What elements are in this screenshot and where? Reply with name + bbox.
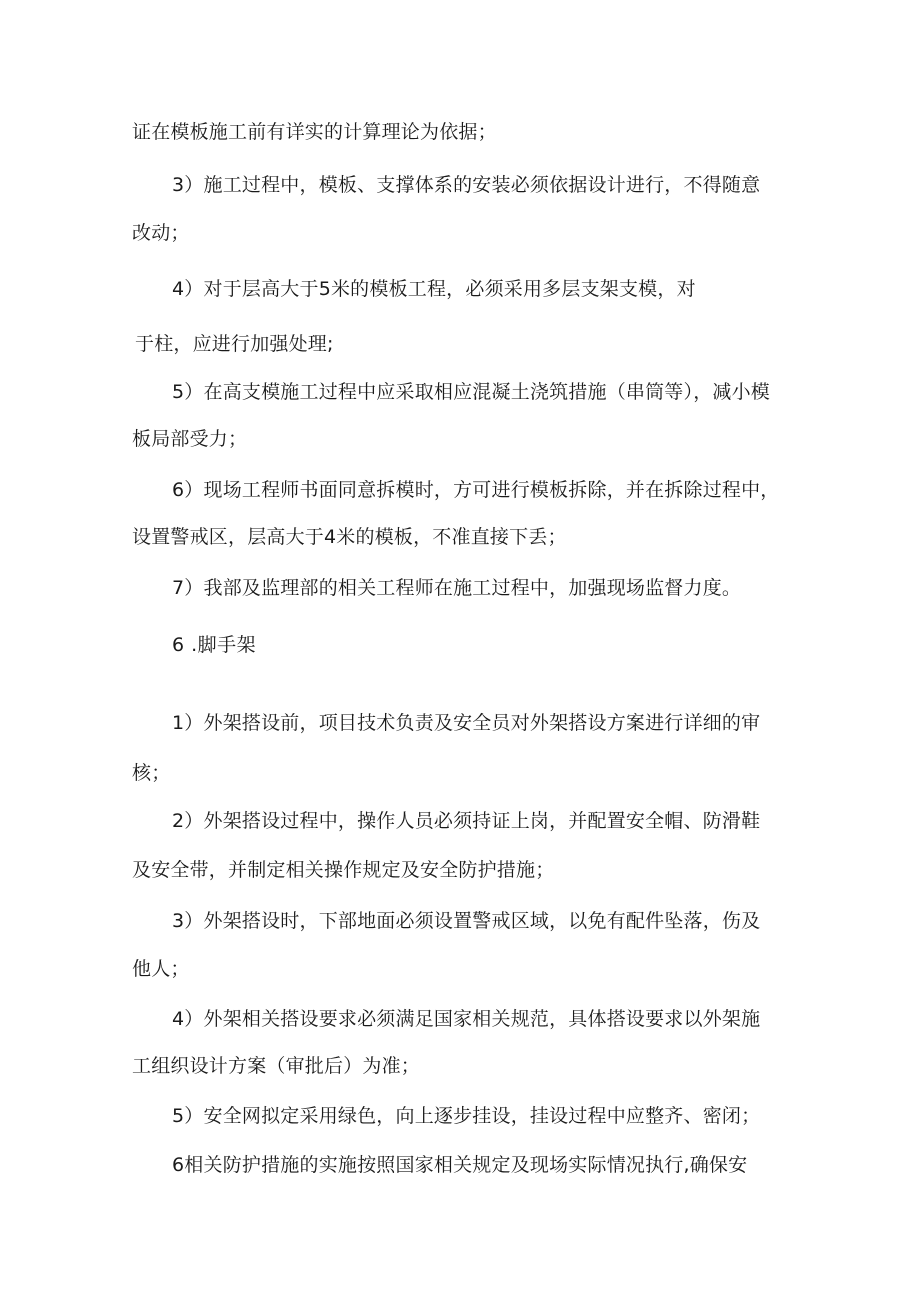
text-line-item-3-cont: 改动；	[132, 222, 190, 244]
text-line-formwork-basis: 证在模板施工前有详实的计算理论为依据；	[132, 121, 497, 143]
text-line-scaffold-item-3-cont: 他人；	[132, 958, 190, 980]
text-line-item-5: 5）在高支模施工过程中应采取相应混凝土浇筑措施（串筒等），减小模	[172, 381, 770, 403]
text-line-item-3: 3）施工过程中，模板、支撑体系的安装必须依据设计进行，不得随意	[172, 174, 761, 196]
text-line-scaffold-item-3: 3）外架搭设时，下部地面必须设置警戒区域，以免有配件坠落，伤及	[172, 910, 761, 932]
text-line-scaffold-item-1-cont: 核；	[132, 762, 171, 784]
section-heading-scaffold: 6 .脚手架	[172, 634, 257, 656]
text-line-scaffold-item-2-cont: 及安全带，并制定相关操作规定及安全防护措施；	[132, 859, 555, 881]
text-line-item-4: 4）对于层高大于5米的模板工程，必须采用多层支架支模，对	[172, 278, 696, 300]
text-line-scaffold-item-5: 5）安全网拟定采用绿色，向上逐步挂设，挂设过程中应整齐、密闭；	[172, 1105, 761, 1127]
text-line-scaffold-item-1: 1）外架搭设前，项目技术负责及安全员对外架搭设方案进行详细的审	[172, 712, 761, 734]
text-line-item-5-cont: 板局部受力；	[132, 428, 248, 450]
text-line-scaffold-item-4-cont: 工组织设计方案（审批后）为准；	[132, 1055, 421, 1077]
text-line-item-7: 7）我部及监理部的相关工程师在施工过程中，加强现场监督力度。	[172, 577, 742, 599]
text-line-scaffold-item-6: 6相关防护措施的实施按照国家相关规定及现场实际情况执行,确保安	[172, 1154, 748, 1176]
text-line-scaffold-item-2: 2）外架搭设过程中，操作人员必须持证上岗，并配置安全帽、防滑鞋	[172, 810, 761, 832]
text-line-item-6: 6）现场工程师书面同意拆模时，方可进行模板拆除，并在拆除过程中，	[172, 479, 780, 501]
text-line-item-4-cont: 于柱，应进行加强处理;	[135, 333, 334, 355]
text-line-item-6-cont: 设置警戒区，层高大于4米的模板，不准直接下丢；	[132, 526, 567, 548]
text-line-scaffold-item-4: 4）外架相关搭设要求必须满足国家相关规范，具体搭设要求以外架施	[172, 1008, 761, 1030]
